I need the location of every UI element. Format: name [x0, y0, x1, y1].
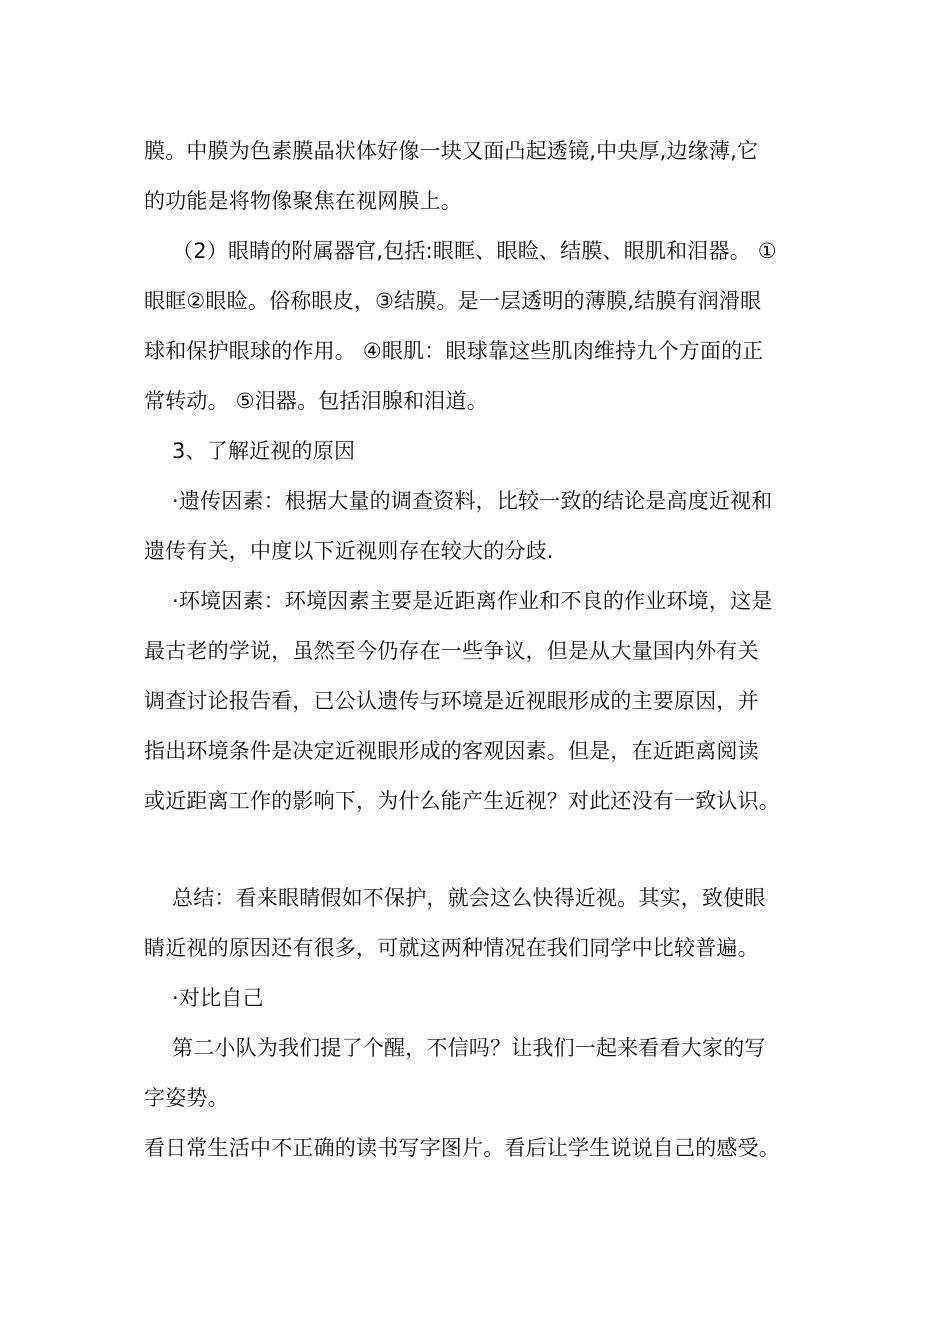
text-line: ·对比自己: [172, 986, 264, 1010]
text-line: ·遗传因素：根据大量的调查资料，比较一致的结论是高度近视和: [172, 489, 773, 513]
text-line: 第二小队为我们提了个醒，不信吗？让我们一起来看看大家的写: [172, 1036, 766, 1060]
text-line: 膜。中膜为色素膜晶状体好像一块又面凸起透镜,中央厚,边缘薄,它: [144, 139, 759, 163]
text-line: ·环境因素：环境因素主要是近距离作业和不良的作业环境，这是: [172, 589, 773, 613]
text-line: 或近距离工作的影响下，为什么能产生近视？对此还没有一致认识。: [144, 789, 780, 813]
text-line: 最古老的学说，虽然至今仍存在一些争议，但是从大量国内外有关: [144, 639, 759, 663]
text-line: 看日常生活中不正确的读书写字图片。看后让学生说说自己的感受。: [144, 1136, 780, 1160]
text-line: 的功能是将物像聚焦在视网膜上。: [144, 189, 462, 213]
section-heading: 3、了解近视的原因: [172, 439, 356, 463]
text-line: 眼眶②眼睑。俗称眼皮，③结膜。是一层透明的薄膜,结膜有润滑眼: [144, 289, 762, 313]
text-line: （2）眼睛的附属器官,包括:眼眶、眼睑、结膜、眼肌和泪器。 ①: [172, 239, 777, 263]
text-line: 字姿势。: [144, 1086, 229, 1110]
text-line: 调查讨论报告看，已公认遗传与环境是近视眼形成的主要原因，并: [144, 689, 759, 713]
text-line: 总结：看来眼睛假如不保护，就会这么快得近视。其实，致使眼: [172, 886, 766, 910]
text-line: 指出环境条件是决定近视眼形成的客观因素。但是，在近距离阅读: [144, 739, 759, 763]
text-line: 遗传有关，中度以下近视则存在较大的分歧.: [144, 539, 554, 563]
text-line: 睛近视的原因还有很多，可就这两种情况在我们同学中比较普遍。: [144, 936, 759, 960]
text-line: 常转动。 ⑤泪器。包括泪腺和泪道。: [144, 389, 488, 413]
text-line: 球和保护眼球的作用。 ④眼肌：眼球靠这些肌肉维持九个方面的正: [144, 339, 764, 363]
